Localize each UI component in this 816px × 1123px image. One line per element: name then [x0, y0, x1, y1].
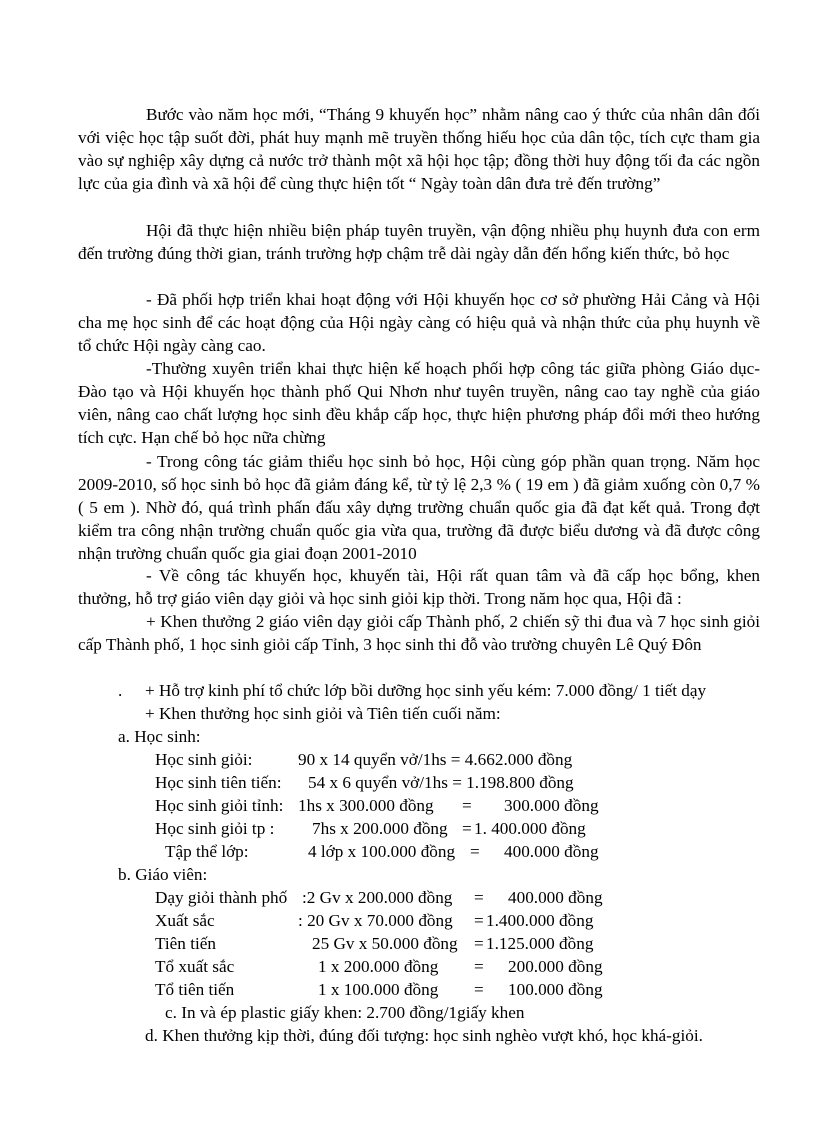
row-equals: = — [462, 796, 472, 815]
row-equals: = — [462, 819, 472, 838]
row-calc: 1hs x 300.000 đồng — [298, 796, 434, 815]
row-calc: 1 x 100.000 đồng — [318, 980, 439, 999]
row-equals: = — [474, 934, 484, 953]
row-label: Học sinh giỏi: — [155, 750, 253, 769]
paragraph-plan: -Thường xuyên triển khai thực hiện kế hoạch phối hợp công tác giữa phòng Giáo dục- Đào tạo và Hội khuyến học thành phố Qui Nhơn như tuyên truyền, nâng cao tay nghề của giáo viên, nâng cao chất lượng học sinh đều khắp cấp học, thực hiện phương pháp đổi mới theo hướng tích cực. Hạn chế bỏ học nữa chừng — [78, 359, 760, 447]
row-label: Tiên tiến — [155, 934, 216, 953]
paragraph-scholarship: - Về công tác khuyến học, khuyến tài, Hội rất quan tâm và đã cấp học bổng, khen thưởng, hỗ trợ giáo viên dạy giỏi và học sinh giỏi kịp thời. Trong năm học qua, Hội đã : — [78, 566, 760, 608]
section-c: c. In và ép plastic giấy khen: 2.700 đồng/1giấy khen — [165, 1003, 525, 1022]
row-amount: 1.400.000 đồng — [486, 911, 594, 930]
row-amount: 100.000 đồng — [508, 980, 603, 999]
paragraph-rewards: + Khen thưởng 2 giáo viên dạy giỏi cấp Thành phố, 2 chiến sỹ thi đua và 7 học sinh giỏi cấp Thành phố, 1 học sinh giỏi cấp Tỉnh, 3 học sinh thi đỗ vào trường chuyên Lê Quý Đôn — [78, 612, 760, 654]
support-line: + Hỗ trợ kinh phí tổ chức lớp bồi dưỡng học sinh yếu kém: 7.000 đồng/ 1 tiết dạy — [145, 681, 707, 700]
support-line-marker: . — [118, 681, 123, 700]
row-amount: 400.000 đồng — [504, 842, 599, 861]
row-calc: 4 lớp x 100.000 đồng — [308, 842, 456, 861]
row-calc: 90 x 14 quyển vở/1hs = 4.662.000 đồng — [298, 750, 573, 769]
reward-line: + Khen thưởng học sinh giỏi và Tiên tiến cuối năm: — [145, 704, 501, 723]
section-b-heading: b. Giáo viên: — [118, 865, 208, 884]
row-label: Học sinh tiên tiến: — [155, 773, 282, 792]
row-equals: = — [474, 980, 484, 999]
row-calc: : 20 Gv x 70.000 đồng — [298, 911, 453, 930]
paragraph-coordination: - Đã phối hợp triển khai hoạt động với Hội khuyến học cơ sở phường Hải Cảng và Hội cha mẹ học sinh để các hoạt động của Hội ngày càng có hiệu quả và nhận thức của phụ huynh về tổ chức Hội ngày càng cao. — [78, 290, 760, 355]
row-label: Tổ xuất sắc — [155, 957, 235, 976]
row-equals: = — [474, 957, 484, 976]
row-amount: 400.000 đồng — [508, 888, 603, 907]
row-label: Tổ tiên tiến — [155, 980, 235, 999]
row-amount: 300.000 đồng — [504, 796, 599, 815]
row-calc: 25 Gv x 50.000 đồng — [312, 934, 458, 953]
row-calc: :2 Gv x 200.000 đồng — [302, 888, 453, 907]
row-calc: 54 x 6 quyển vở/1hs = 1.198.800 đồng — [308, 773, 574, 792]
row-label: Xuất sắc — [155, 911, 215, 930]
paragraph-intro: Bước vào năm học mới, “Tháng 9 khuyến học” nhằm nâng cao ý thức của nhân dân đối với việc học tập suốt đời, phát huy mạnh mẽ truyền thống hiếu học của dân tộc, tích cực tham gia vào sự nghiệp xây dựng cả nước trở thành một xã hội học tập; đồng thời huy động tối đa các ngồn lực của gia đình và xã hội để cùng thực hiện tốt “ Ngày toàn dân đưa trẻ đến trường” — [78, 105, 760, 193]
row-calc: 1 x 200.000 đồng — [318, 957, 439, 976]
section-a-heading: a. Học sinh: — [118, 727, 201, 746]
row-equals: = — [470, 842, 480, 861]
section-d: d. Khen thưởng kịp thời, đúng đối tượng: học sinh nghèo vượt khó, học khá-giỏi. — [145, 1026, 703, 1045]
paragraph-propaganda: Hội đã thực hiện nhiều biện pháp tuyên truyền, vận động nhiều phụ huynh đưa con erm đến trường đúng thời gian, tránh trường hợp chậm trễ dài ngày dẫn đến hổng kiến thức, bỏ học — [78, 221, 760, 263]
row-amount: 1.125.000 đồng — [486, 934, 594, 953]
row-label: Dạy giỏi thành phố — [155, 888, 288, 907]
row-label: Tập thể lớp: — [165, 842, 249, 861]
row-amount: 200.000 đồng — [508, 957, 603, 976]
row-amount: 1. 400.000 đồng — [474, 819, 586, 838]
row-label: Học sinh giỏi tỉnh: — [155, 796, 284, 815]
paragraph-dropout: - Trong công tác giảm thiểu học sinh bỏ học, Hội cùng góp phần quan trọng. Năm học 2009-2010, số học sinh bỏ học đã giảm đáng kể, từ tỷ lệ 2,3 % ( 19 em ) đã giảm xuống còn 0,7 % ( 5 em ). Nhờ đó, quá trình phấn đấu xây dựng trường chuẩn quốc gia đã đạt kết quả. Trong đợt kiểm tra công nhận trường chuẩn quốc gia vừa qua, trường đã được biểu dương và đã được công nhận trường chuẩn quốc gia giai đoạn 2001-2010 — [78, 452, 760, 563]
row-label: Học sinh giỏi tp : — [155, 819, 275, 838]
row-equals: = — [474, 888, 484, 907]
row-equals: = — [474, 911, 484, 930]
row-calc: 7hs x 200.000 đồng — [312, 819, 448, 838]
